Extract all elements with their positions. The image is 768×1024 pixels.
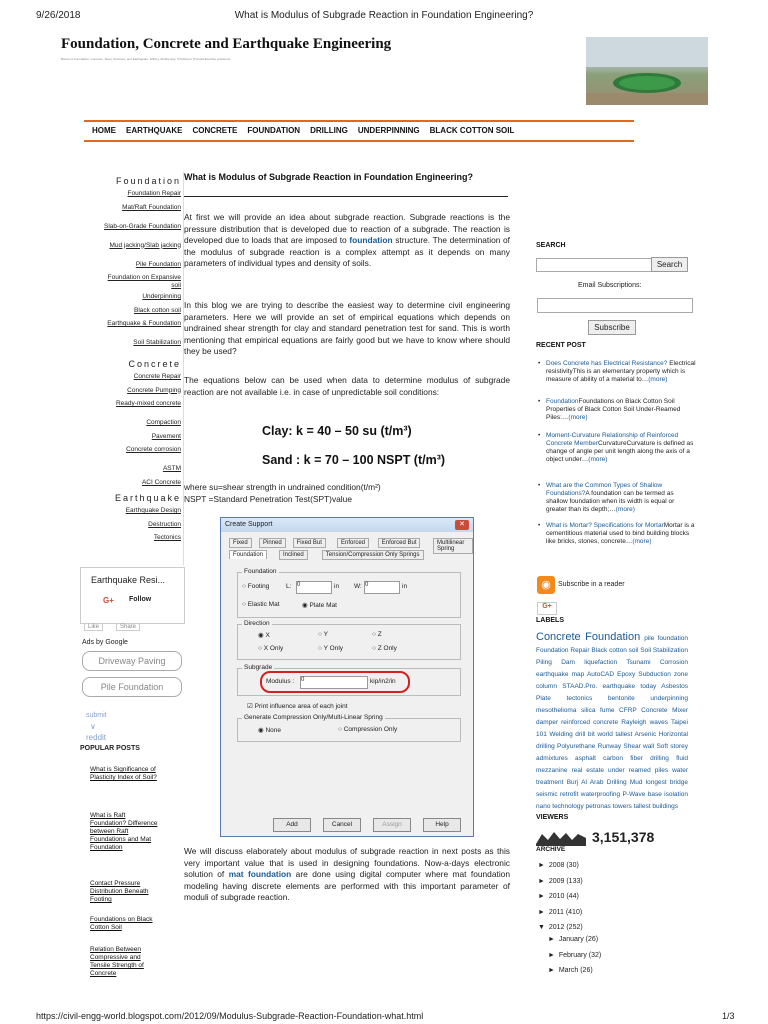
equation-clay: Clay: k = 40 – 50 su (t/m³) — [262, 424, 412, 438]
archive-year[interactable]: ► 2010 (44) — [538, 893, 579, 900]
recent-post-snippet: Foundations on Black Cotton Soil Properties of Black Cotton Soil Under-Reamed Piles:… — [546, 398, 681, 421]
article-paragraph-1 — [184, 212, 510, 270]
label-list[interactable]: pile foundation Foundation Repair Black cotton soil Soil Stabilization Piling Dam liquefaction Tsunami Corrosion earthquake map AutoCAD Epoxy Subduction zone column STAAD.Pro. earthquake today Asbestos Plate tectonics bentonite underpinning mesothelioma silica fume CFRP Concrete Mixer damper reinforced concrete Rayleigh waves Taipei 101 Welding drill bit world tallest Arsenic Horizontal drilling Polyurethane Runway Shear wall Soft storey admixtures asphalt carbon fiber drilling fluid mezzanine real estate under reamed piles water treatment Burj Al Arab Drilling Mud longest bridge seismic retrofit waterproofing P-Wave base isolation nano technology petronas towers tallest buildings — [536, 635, 688, 810]
nav-item[interactable]: BLACK COTTON SOIL — [429, 126, 515, 135]
submit-link[interactable]: submit — [86, 712, 107, 719]
site-description: Basics of Foundation, Concrete, Steel, Structure, and Earthquake, Drilling, Mobile App, STAAD.pro (Tutorial Exercise problems) — [61, 57, 231, 61]
article-title: What is Modulus of Subgrade Reaction in Foundation Engineering? — [184, 172, 473, 182]
recent-post-more[interactable]: (more) — [648, 376, 668, 383]
dir-x-radio[interactable]: ◉ X — [258, 632, 270, 639]
archive-year[interactable]: ▼ 2012 (252) — [538, 924, 583, 931]
add-button[interactable]: Add — [273, 818, 311, 832]
left-menu-item[interactable]: Slab-on-Grade Foundation — [104, 222, 181, 230]
email-input[interactable] — [537, 298, 693, 313]
recent-post-heading: RECENT POST — [536, 342, 586, 349]
left-menu-item[interactable]: Pile Foundation — [135, 260, 181, 268]
left-category-heading[interactable]: Foundation — [115, 176, 181, 186]
popular-posts-heading: POPULAR POSTS — [80, 745, 140, 752]
direction-group — [237, 620, 461, 660]
foundation-link[interactable]: foundation — [349, 235, 393, 245]
dialog-tab-active[interactable]: Foundation — [229, 550, 267, 559]
l-unit: in — [334, 583, 340, 590]
article-paragraph-2: In this blog we are trying to describe the easiest way to determine civil engineering parameters. Here we will provide an set of empirical equations which depends on undrained shear strength for clay and standard penetration test for sand. This is worth mentioning that empirical equations are fairly good but we have to know where should they be used? — [184, 300, 510, 356]
nav-item[interactable]: DRILLING — [310, 126, 348, 135]
google-plus-icon: G+ — [103, 596, 114, 605]
left-category-menu — [80, 172, 184, 565]
plate-mat-radio[interactable]: ◉ Plate Mat — [302, 602, 337, 609]
left-menu-item[interactable]: Concrete Repair — [133, 373, 181, 380]
print-date: 9/26/2018 — [36, 10, 81, 21]
left-menu-item[interactable]: Foundation on Expansive soil — [107, 274, 181, 289]
equation-sand: Sand : k = 70 – 100 NSPT (t/m³) — [262, 453, 446, 467]
recent-post-more[interactable]: (more) — [588, 456, 608, 463]
subscribe-button[interactable]: Subscribe — [588, 320, 636, 335]
popular-post-link[interactable]: Contact Pressure Distribution Beneath Footing — [90, 880, 149, 903]
left-menu-item[interactable]: Black cotton soil — [134, 306, 181, 314]
foundation-group-label: Foundation — [244, 568, 277, 575]
ad-pile-foundation[interactable]: Pile Foundation — [82, 677, 182, 697]
left-menu-item[interactable]: Ready-mixed concrete — [115, 400, 181, 407]
dialog-tab[interactable]: Pinned — [259, 538, 286, 548]
direction-group-label: Direction — [244, 620, 270, 627]
archive-heading: ARCHIVE — [536, 846, 566, 853]
archive-year[interactable]: ► 2009 (133) — [538, 877, 583, 885]
header-image — [586, 37, 708, 105]
dir-z-radio[interactable]: ○ Z — [372, 631, 382, 638]
archive-year[interactable]: ► 2008 (30) — [538, 862, 579, 869]
nav-item[interactable]: FOUNDATION — [247, 126, 301, 135]
viewers-count: 3,151,378 — [592, 829, 655, 845]
popular-post-link[interactable]: Relation Between Compressive and Tensile Strength of Concrete — [90, 946, 144, 977]
nav-item[interactable]: UNDERPINNING — [357, 126, 420, 135]
archive-month[interactable]: ► March (26) — [548, 967, 593, 974]
w-unit: in — [402, 583, 408, 590]
viewers-sparkline — [536, 828, 586, 846]
triangle-right-icon[interactable]: ► — [538, 908, 545, 916]
widget-title: Earthquake Resi... — [91, 575, 166, 585]
archive-year[interactable]: ► 2011 (410) — [538, 908, 583, 916]
share-button[interactable]: Share — [116, 623, 140, 631]
recent-post-snippet: A foundation can be termed as shallow foundation when its width is equal or greater than its depth;… — [546, 490, 675, 513]
dialog-title: Create Support — [221, 518, 473, 532]
recent-post-snippet: CurvatureCurvature is defined as change of angle per unit length along the axis of a object under… — [546, 440, 694, 463]
dir-z-only-radio[interactable]: ○ Z Only — [372, 645, 397, 652]
p1-text-b: structure. The determination of the modulus of subgrade reaction is a complex attempt as it depends on many parameters of individual types and density of soils. — [184, 235, 510, 268]
footing-radio[interactable]: ○ Footing — [242, 583, 270, 590]
triangle-right-icon[interactable]: ► — [548, 967, 555, 974]
dir-x-only-radio[interactable]: ○ X Only — [258, 645, 284, 652]
reddit-link[interactable]: reddit — [86, 733, 107, 742]
w-input[interactable]: 0 — [364, 581, 400, 594]
left-menu-item[interactable]: Soil Stabilization — [133, 339, 181, 346]
l-label: L: — [286, 583, 292, 590]
chevron-down-icon: ∨ — [90, 722, 96, 731]
triangle-right-icon[interactable]: ► — [538, 877, 545, 885]
triangle-right-icon[interactable]: ► — [538, 862, 545, 869]
print-influence-checkbox[interactable]: ☑ Print influence area of each joint — [247, 703, 348, 710]
compression-only-radio[interactable]: ○ Compression Only — [338, 726, 398, 733]
recent-post-snippet: Electrical resistivityThis is an elementary property which is measure of ability of a material to… — [546, 360, 696, 383]
nav-item[interactable]: HOME — [92, 126, 116, 135]
dir-y-radio[interactable]: ○ Y — [318, 631, 328, 638]
archive-month[interactable]: ► February (32) — [548, 951, 602, 959]
recent-post-title[interactable]: Does Concrete has Electrical Resistance? — [546, 360, 668, 367]
title-divider — [184, 196, 508, 197]
left-menu-item[interactable]: Earthquake & Foundation — [107, 320, 181, 327]
earthquake-widget — [80, 567, 185, 624]
triangle-down-icon[interactable]: ▼ — [538, 924, 545, 931]
elastic-mat-radio[interactable]: ○ Elastic Mat — [242, 601, 280, 608]
w-label: W: — [354, 583, 362, 590]
nav-item[interactable]: EARTHQUAKE — [126, 126, 183, 135]
rss-icon[interactable]: ◉ — [537, 576, 555, 594]
none-radio[interactable]: ◉ None — [258, 727, 282, 734]
dialog-tab[interactable]: Fixed But — [293, 538, 326, 548]
follow-button[interactable]: Follow — [129, 596, 152, 603]
left-category-heading[interactable]: Concrete — [128, 359, 181, 369]
recent-post-item: • Moment-Curvature Relationship of Reinforced Concrete MemberCurvatureCurvature is defined as change of angle per unit length along the axis of a object under…(more) — [538, 432, 694, 463]
search-button[interactable]: Search — [651, 257, 688, 272]
viewers-heading: VIEWERS — [536, 814, 569, 821]
main-nav — [84, 120, 634, 142]
popular-post-link[interactable]: What is Raft Foundation? Difference between Raft Foundations and Mat Foundation — [90, 812, 158, 851]
subscribe-reader-link[interactable]: Subscribe in a reader — [558, 581, 625, 588]
popular-post-link[interactable]: Foundations on Black Cotton Soil — [90, 916, 153, 931]
left-menu-item[interactable]: Tectonics — [153, 534, 181, 541]
recent-post-more[interactable]: (more) — [615, 506, 635, 513]
recent-post-snippet: Mortar is a cementitious material used to bind building blocks like bricks, stones, concrete… — [546, 522, 695, 545]
dialog-tab[interactable]: Enforced — [337, 538, 369, 548]
triangle-right-icon[interactable]: ► — [548, 936, 555, 943]
left-menu-item[interactable]: Foundation Repair — [127, 190, 181, 197]
left-menu-item[interactable]: Concrete Pumping — [127, 386, 181, 394]
article-paragraph-4 — [184, 846, 510, 904]
labels-cloud — [536, 632, 688, 812]
foundation-group — [237, 568, 461, 618]
email-subscriptions-label: Email Subscriptions: — [578, 282, 642, 289]
recent-post-item: • FoundationFoundations on Black Cotton Soil Properties of Black Cotton Soil Under-Reamed Piles:…(more) — [538, 398, 681, 421]
left-menu-item[interactable]: Mat/Raft Foundation — [122, 203, 181, 211]
dialog-tab[interactable]: Multilinear Spring — [433, 538, 473, 554]
site-title[interactable]: Foundation, Concrete and Earthquake Engineering — [61, 36, 392, 52]
nav-item[interactable]: CONCRETE — [192, 126, 238, 135]
subgrade-group — [237, 664, 461, 696]
assign-button[interactable]: Assign — [373, 818, 411, 832]
modulus-unit: kip/in2/in — [370, 678, 396, 685]
triangle-right-icon[interactable]: ► — [548, 951, 555, 959]
recent-post-item: • What are the Common Types of Shallow Foundations?A foundation can be termed as shallow foundation when its width is equal or greater than its depth;…(more) — [538, 482, 675, 513]
label-concrete-foundation[interactable]: Concrete Foundation — [536, 631, 641, 643]
recent-post-title[interactable]: Foundation — [546, 398, 579, 405]
generate-group-label: Generate Compression Only/Multi-Linear Spring — [244, 714, 383, 721]
ad-driveway-paving[interactable]: Driveway Paving — [82, 651, 182, 671]
generate-group — [237, 714, 461, 742]
like-button[interactable]: Like — [84, 623, 103, 631]
google-plus-share-icon[interactable]: G+ — [537, 602, 557, 615]
search-input[interactable] — [536, 258, 652, 272]
l-input[interactable]: 0 — [296, 581, 332, 594]
left-menu-item[interactable]: Compaction — [146, 419, 181, 426]
dialog-tab[interactable]: Enforced But — [378, 538, 421, 548]
p4-text-b: are done using digital computer where mat foundation modeling having discrete elements are performed with this important parameter of moduli of subgrade reaction. — [184, 869, 511, 902]
where-nspt: NSPT =Standard Penetration Test(SPT)value — [184, 494, 352, 504]
print-title: What is Modulus of Subgrade Reaction in Foundation Engineering? — [234, 10, 534, 21]
modulus-input[interactable]: 0 — [300, 676, 368, 689]
footer-page: 1/3 — [722, 1011, 735, 1021]
article-paragraph-3: The equations below can be used when data to determine modulus of subgrade reaction are not available i.e. in case of unpredictable soil conditions: — [184, 375, 510, 397]
left-menu-item[interactable]: Pavement — [151, 432, 181, 440]
left-menu-item[interactable]: ACI Concrete — [141, 478, 181, 486]
search-heading: SEARCH — [536, 242, 566, 249]
left-menu-item[interactable]: Destruction — [148, 520, 181, 528]
labels-heading: LABELS — [536, 617, 564, 624]
dialog-tab[interactable]: Inclined — [279, 550, 308, 560]
p1-text-a: At first we will provide an idea about subgrade reaction. Subgrade reactions is the pressure distribution that is developed due to reaction of a subgrade. The reaction is developed due to loads that are imposed to — [184, 212, 510, 245]
archive-month[interactable]: ► January (26) — [548, 936, 599, 943]
left-menu-item[interactable]: Concrete corrosion — [126, 446, 181, 453]
footer-url: https://civil-engg-world.blogspot.com/2012/09/Modulus-Subgrade-Reaction-Foundation-what.html — [36, 1011, 424, 1021]
create-support-dialog — [220, 517, 474, 837]
close-icon[interactable]: ✕ — [455, 520, 469, 530]
recent-post-title[interactable]: What are the Common Types of Shallow Foundations? — [546, 482, 663, 497]
left-menu-item[interactable]: Underpinning — [142, 293, 181, 300]
left-menu-item[interactable]: Mud jacking/Slab jacking — [109, 241, 181, 249]
recent-post-item: • Does Concrete has Electrical Resistance? Electrical resistivityThis is an elementary property which is measure of ability of a material to…(more) — [538, 360, 696, 383]
left-menu-item[interactable]: Earthquake Design — [125, 507, 181, 514]
recent-post-title[interactable]: What is Mortar? Specifications for Mortar — [546, 522, 664, 529]
dialog-tab[interactable]: Fixed — [229, 538, 252, 548]
modulus-label: Modulus : — [266, 678, 295, 685]
subgrade-group-label: Subgrade — [244, 664, 273, 671]
ads-by-google[interactable]: Ads by Google — [82, 639, 128, 646]
dialog-tab[interactable]: Tension/Compression Only Springs — [322, 550, 424, 560]
left-menu-item[interactable]: ASTM — [162, 465, 181, 472]
recent-post-more[interactable]: (more) — [568, 414, 588, 421]
recent-post-title[interactable]: Moment-Curvature Relationship of Reinforced Concrete Member — [546, 432, 679, 447]
cancel-button[interactable]: Cancel — [323, 818, 361, 832]
p4-text-a: We will discuss elaborately about modulus of subgrade reaction in next posts as this very important value that is used in designing foundations. Now-a-days electronic solution of — [184, 846, 510, 879]
recent-post-more[interactable]: (more) — [632, 538, 652, 545]
where-su: where su=shear strength in undrained condition(t/m²) — [184, 482, 381, 492]
dir-y-only-radio[interactable]: ○ Y Only — [318, 645, 344, 652]
mat-foundation-link[interactable]: mat foundation — [228, 869, 292, 879]
popular-post-link[interactable]: What is Significance of Plasticity Index of Soil? — [90, 766, 157, 781]
left-category-heading[interactable]: Earthquake — [114, 493, 181, 503]
triangle-right-icon[interactable]: ► — [538, 893, 545, 900]
recent-post-item: • What is Mortar? Specifications for MortarMortar is a cementitious material used to bind building blocks like bricks, stones, concrete…(more) — [538, 522, 695, 545]
help-button[interactable]: Help — [423, 818, 461, 832]
